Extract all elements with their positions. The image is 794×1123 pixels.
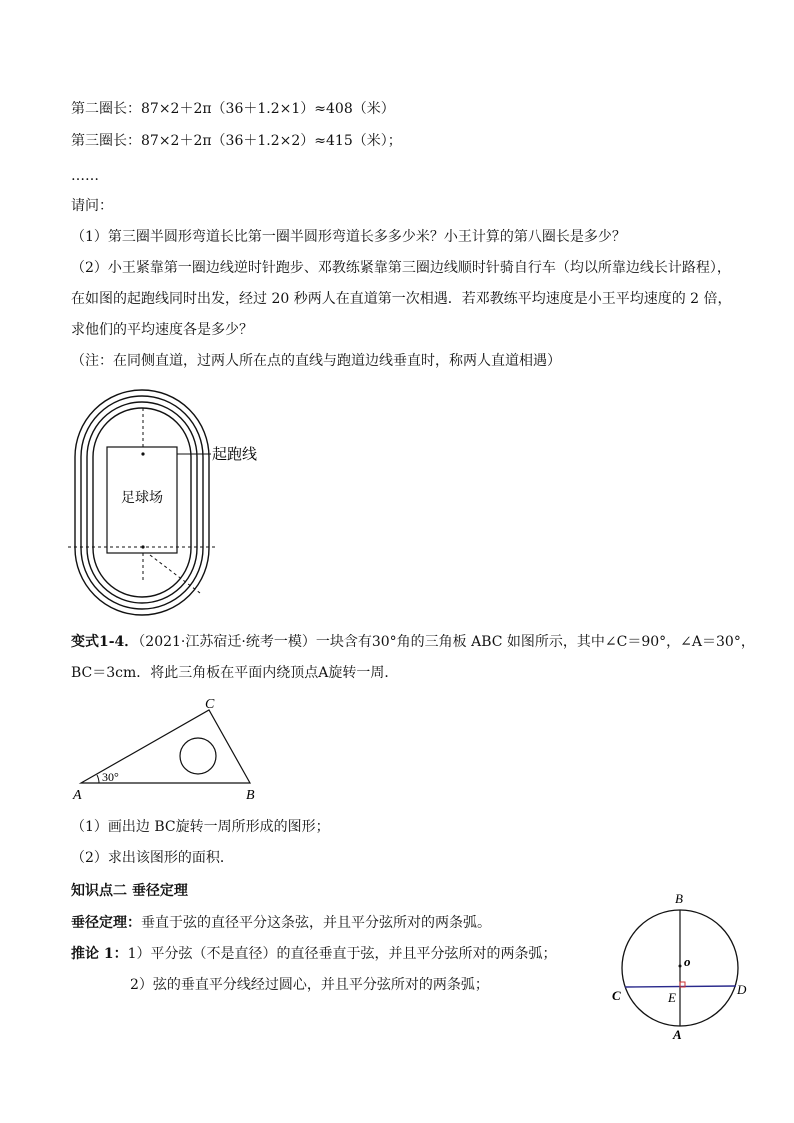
variant-title: 变式1-4． bbox=[71, 634, 139, 650]
point-e-label: E bbox=[668, 990, 676, 1005]
knowledge-heading: 知识点二 垂径定理 bbox=[71, 883, 188, 899]
corollary-2: 2）弦的垂直平分线经过圆心，并且平分弦所对的两条弧； bbox=[130, 977, 489, 993]
point-c-label: C bbox=[612, 988, 621, 1003]
triangle-hole bbox=[180, 738, 216, 774]
variant-line1 bbox=[71, 632, 755, 652]
theorem-label: 垂径定理： bbox=[71, 915, 141, 931]
vertex-a-label: A bbox=[73, 788, 82, 803]
corollary-1: 1）平分弦（不是直径）的直径垂直于弦，并且平分弦所对的两条弧； bbox=[127, 946, 557, 962]
text-question-2-line1: （2）小王紧靠第一圈边线逆时针跑步、邓教练紧靠第三圈边线顺时针骑自行车（均以所靠边线长计路程）， bbox=[71, 260, 731, 276]
start-line-label: 起跑线 bbox=[212, 447, 258, 463]
text-question-1: （1）第三圈半圆形弯道长比第一圈半圆形弯道长多多少米？小王计算的第八圈长是多少？ bbox=[71, 229, 626, 245]
variant-text-2: BC＝3cm．将此三角板在平面内绕顶点A旋转一周． bbox=[71, 665, 399, 681]
angle-label: 30° bbox=[102, 770, 119, 784]
vertex-b-label: B bbox=[246, 788, 255, 803]
text-question-2-line3: 求他们的平均速度各是多少？ bbox=[71, 322, 253, 338]
text-ellipsis: …… bbox=[71, 168, 99, 184]
triangle-figure bbox=[68, 695, 268, 805]
text-question-lead: 请问： bbox=[71, 198, 113, 214]
text-lap3: 第三圈长：87×2＋2π（36＋1.2×2）≈415（米）； bbox=[71, 133, 402, 149]
point-o-label: o bbox=[684, 954, 691, 969]
text-lap2: 第二圈长：87×2＋2π（36＋1.2×1）≈408（米） bbox=[71, 101, 395, 117]
field-label: 足球场 bbox=[121, 491, 163, 506]
circle-figure bbox=[608, 888, 758, 1044]
variant-text-1: （2021·江苏宿迁·统考一模）一块含有30°角的三角板 ABC 如图所示，其中∠C＝90°，∠A＝30°， bbox=[138, 634, 755, 650]
theorem-text: 垂直于弦的直径平分这条弦，并且平分弦所对的两条弧。 bbox=[141, 915, 491, 931]
vertex-c-label: C bbox=[205, 697, 215, 712]
theorem-line bbox=[71, 913, 491, 933]
text-note: （注：在同侧直道，过两人所在点的直线与跑道边线垂直时，称两人直道相遇） bbox=[71, 353, 561, 369]
question-2: （2）求出该图形的面积． bbox=[71, 850, 234, 866]
question-1: （1）画出边 BC旋转一周所形成的图形； bbox=[71, 819, 330, 835]
point-a-label: A bbox=[673, 1027, 682, 1042]
corollary-label: 推论 1： bbox=[71, 946, 128, 962]
point-d-label: D bbox=[737, 982, 747, 997]
track-figure bbox=[60, 385, 280, 625]
corollary-line1 bbox=[71, 944, 557, 964]
point-b-label: B bbox=[675, 891, 683, 906]
text-question-2-line2: 在如图的起跑线同时出发，经过 20 秒两人在直道第一次相遇．若邓教练平均速度是小王平均速度的 2 倍， bbox=[71, 291, 732, 307]
